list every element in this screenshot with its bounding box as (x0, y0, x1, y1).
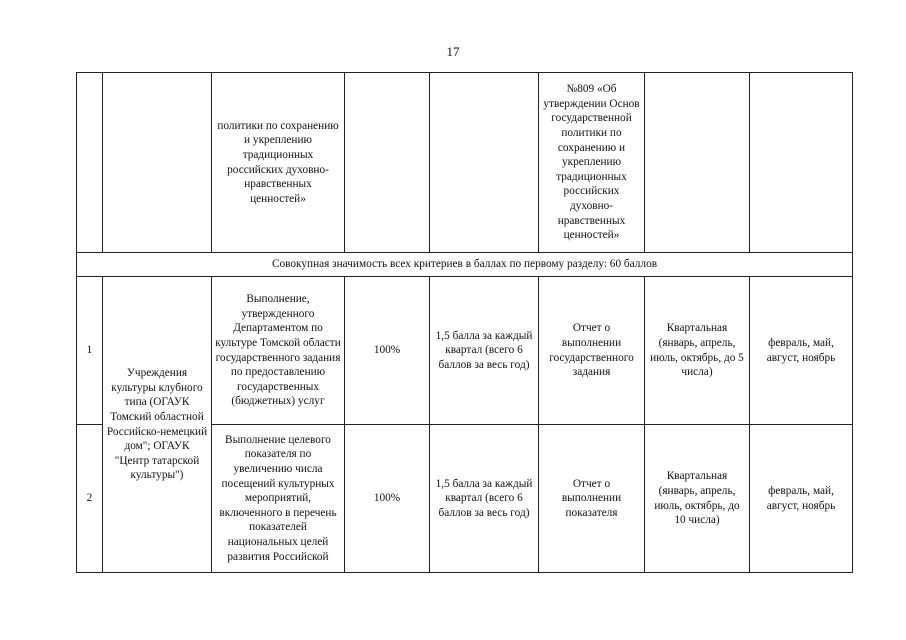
frequency-cell: Квартальная (январь, апрель, июль, октябрь, до 10 числа) (645, 425, 750, 573)
deadline-cell: февраль, май, август, ноябрь (750, 425, 853, 573)
criterion-cell (212, 73, 345, 253)
criteria-table (76, 72, 853, 573)
frequency-cell (645, 73, 750, 253)
row-number: 2 (77, 425, 103, 573)
points-cell (430, 73, 539, 253)
institution-cell (103, 73, 212, 253)
criterion-text: политики по сохранению и укреплению традиционных российских духовно-нравственных ценностей» (217, 119, 339, 205)
institution-cell: Учреждения культуры клубного типа (ОГАУК Томский областной Российско-немецкий дом"; ОГАУК "Центр татарской культуры") (103, 277, 212, 573)
deadline-cell (750, 73, 853, 253)
summary-row (77, 253, 853, 277)
frequency-cell: Квартальная (январь, апрель, июль, октябрь, до 5 числа) (645, 277, 750, 425)
source-text: №809 «Об утверждении Основ государственной политики по сохранению и укреплению традиционных российских духовно-нравственных ценностей» (543, 83, 640, 242)
points-cell: 1,5 балла за каждый квартал (всего 6 баллов за весь год) (430, 277, 539, 425)
report-cell: Отчет о выполнении государственного задания (539, 277, 645, 425)
summary-cell: Совокупная значимость всех критериев в баллах по первому разделу: 60 баллов (77, 253, 853, 277)
weight-cell (345, 73, 430, 253)
criterion-cell: Выполнение, утвержденного Департаментом по культуре Томской области государственного задания по предоставлению государственных (бюджетных) услуг (212, 277, 345, 425)
row-number: 1 (77, 277, 103, 425)
weight-cell: 100% (345, 277, 430, 425)
num-cell (77, 73, 103, 253)
report-cell: Отчет о выполнении показателя (539, 425, 645, 573)
deadline-cell: февраль, май, август, ноябрь (750, 277, 853, 425)
points-cell: 1,5 балла за каждый квартал (всего 6 баллов за весь год) (430, 425, 539, 573)
page-number: 17 (446, 44, 460, 59)
table-row (77, 277, 853, 425)
continuation-row (77, 73, 853, 253)
weight-cell: 100% (345, 425, 430, 573)
criterion-cell: Выполнение целевого показателя по увеличению числа посещений культурных мероприятий, включенного в перечень показателей национальных целей развития Российской (212, 425, 345, 573)
source-cell (539, 73, 645, 253)
